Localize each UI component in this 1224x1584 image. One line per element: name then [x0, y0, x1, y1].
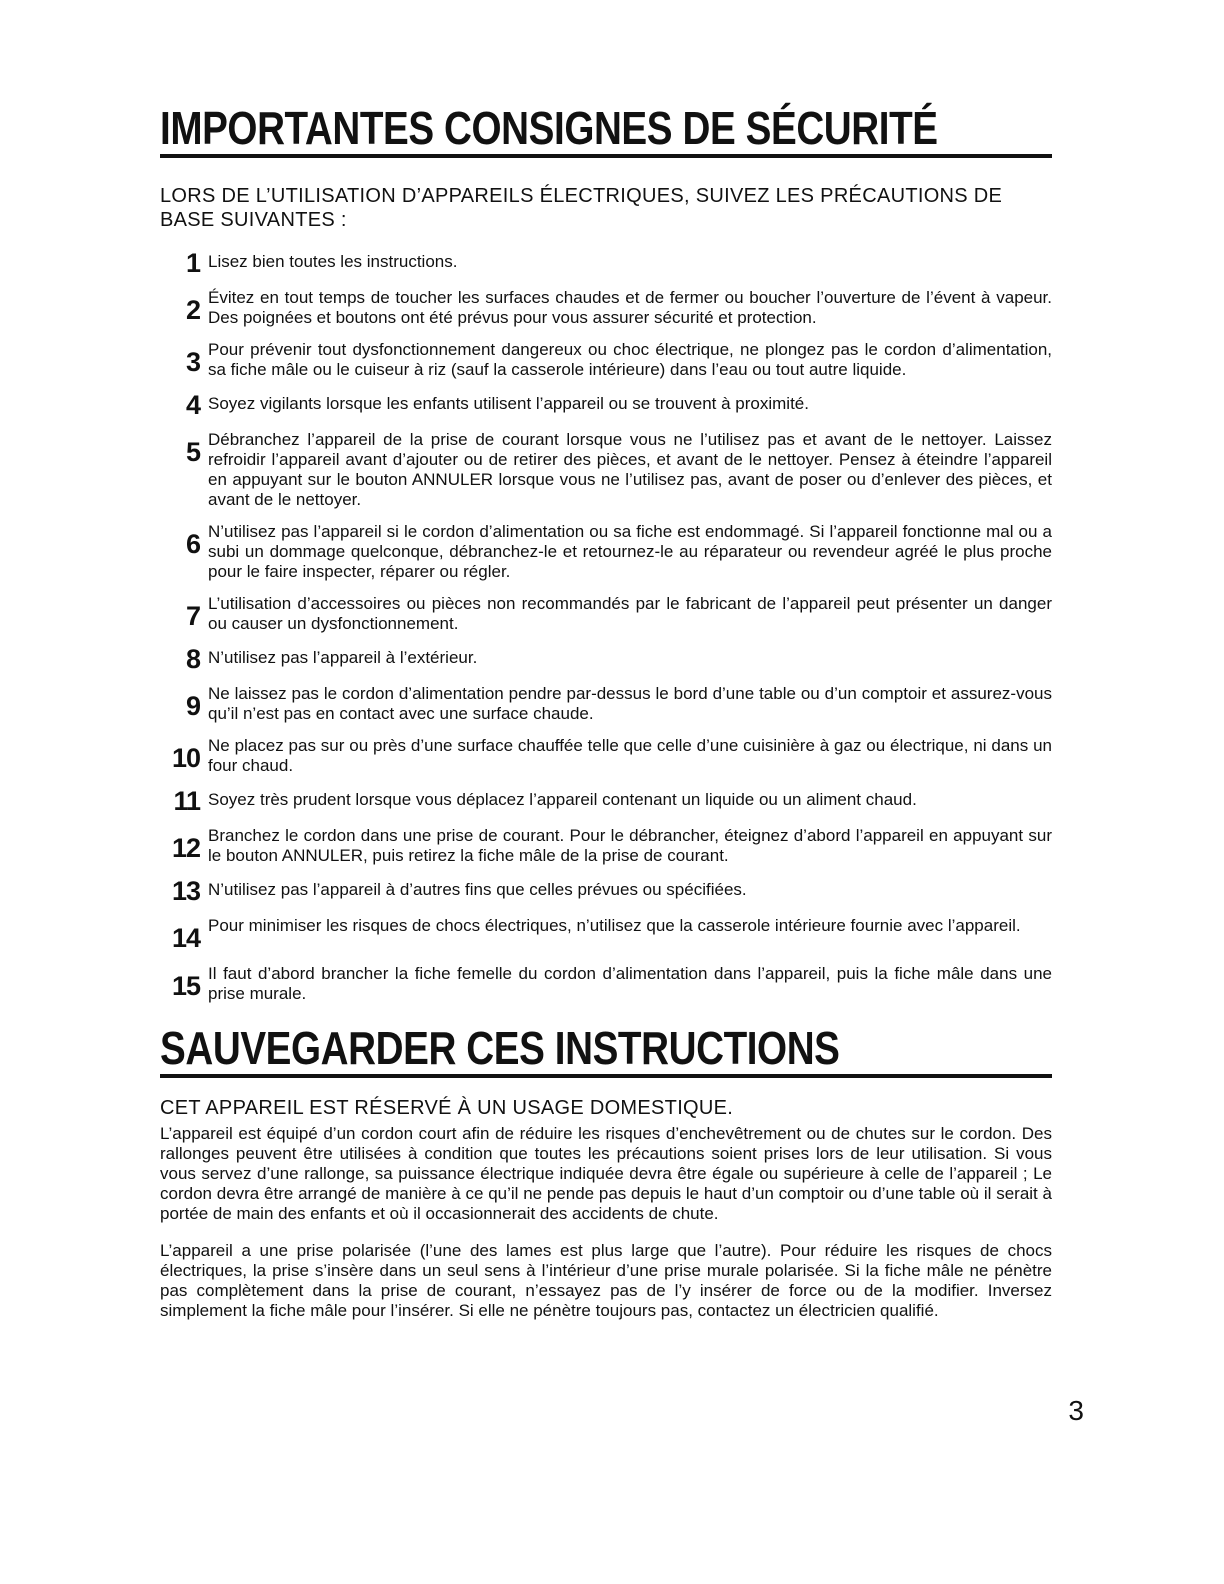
- item-text: Lisez bien toutes les instructions.: [208, 252, 458, 271]
- title-underline: [160, 154, 1052, 158]
- item-text: L’utilisation d’accessoires ou pièces non recommandés par le fabricant de l’appareil peut présenter un danger ou causer un dysfonctionnement.: [208, 594, 1052, 633]
- item-number: 8: [185, 644, 200, 674]
- item-number: 2: [185, 295, 200, 325]
- list-item: [160, 788, 1052, 814]
- list-item: [160, 250, 1052, 276]
- section-title: SAUVEGARDER CES INSTRUCTIONS: [160, 1022, 840, 1074]
- item-number: 9: [185, 691, 200, 721]
- save-instructions-heading-block: [160, 1022, 1052, 1078]
- section-title-underline: [160, 1074, 1052, 1078]
- item-number: 10: [171, 743, 200, 773]
- item-number: 4: [185, 390, 200, 420]
- list-item: [160, 826, 1052, 866]
- list-item: [160, 964, 1052, 1004]
- list-item: [160, 684, 1052, 724]
- safety-instructions-list: [160, 250, 1052, 1004]
- list-item: [160, 340, 1052, 380]
- item-text: N’utilisez pas l’appareil à l’extérieur.: [208, 648, 478, 667]
- safety-heading-block: [160, 100, 1052, 158]
- item-text: N’utilisez pas l’appareil à d’autres fins que celles prévues ou spécifiées.: [208, 880, 747, 899]
- list-item: [160, 916, 1052, 952]
- item-text: Ne laissez pas le cordon d’alimentation pendre par-dessus le bord d’une table ou d’un comptoir et assurez-vous qu’il n’est pas en contact avec une surface chaude.: [208, 684, 1052, 723]
- item-text: Pour prévenir tout dysfonctionnement dangereux ou choc électrique, ne plongez pas le cordon d’alimentation, sa fiche mâle ou le cuiseur à riz (sauf la casserole intérieure) dans l’eau ou tout autre liquide.: [208, 340, 1052, 379]
- item-number: 15: [171, 971, 200, 1001]
- item-text: Évitez en tout temps de toucher les surfaces chaudes et de fermer ou boucher l’ouverture de l’évent à vapeur. Des poignées et boutons ont été prévus pour vous assurer sécurité et protection.: [208, 288, 1052, 327]
- item-text: Soyez très prudent lorsque vous déplacez l’appareil contenant un liquide ou un aliment chaud.: [208, 790, 917, 809]
- item-number: 14: [171, 923, 200, 953]
- list-item: [160, 594, 1052, 634]
- list-item: [160, 522, 1052, 582]
- list-item: [160, 646, 1052, 672]
- item-number: 11: [173, 786, 200, 816]
- list-item: [160, 392, 1052, 418]
- list-item: [160, 878, 1052, 904]
- cord-paragraph: L’appareil est équipé d’un cordon court afin de réduire les risques d’enchevêtrement ou de chutes sur le cordon. Des rallonges peuvent être utilisées à condition que toutes les précautions soient prises lors de leur utilisation. Si vous vous servez d’une rallonge, sa puissance électrique indiquée devra être égale ou supérieure à celle de l’appareil ; Le cordon devra être arrangé de manière à ce qu’il ne pende pas depuis le haut d’un comptoir ou d’une table où il serait à portée de main des enfants et où il occasionnerait des accidents de chute.: [160, 1124, 1052, 1223]
- household-use-notice: CET APPAREIL EST RÉSERVÉ À UN USAGE DOMESTIQUE.: [160, 1097, 734, 1119]
- list-item: [160, 736, 1052, 776]
- document-page: [160, 100, 1052, 1338]
- item-text: Pour minimiser les risques de chocs électriques, n’utilisez que la casserole intérieure fournie avec l’appareil.: [208, 916, 1021, 935]
- item-text: Soyez vigilants lorsque les enfants utilisent l’appareil ou se trouvent à proximité.: [208, 394, 809, 413]
- item-number: 5: [185, 437, 200, 467]
- item-text: Ne placez pas sur ou près d’une surface chauffée telle que celle d’une cuisinière à gaz ou électrique, ni dans un four chaud.: [208, 736, 1052, 775]
- item-number: 3: [185, 347, 200, 377]
- item-number: 12: [171, 833, 200, 863]
- item-number: 1: [185, 248, 200, 278]
- item-number: 6: [185, 529, 200, 559]
- item-text: Débranchez l’appareil de la prise de courant lorsque vous ne l’utilisez pas et avant de le nettoyer. Laissez refroidir l’appareil avant d’ajouter ou de retirer des pièces, et avant de le nettoyer. Pensez à éteindre l’appareil en appuyant sur le bouton ANNULER lorsque vous ne l’utilisez pas, avant de poser ou d’enlever des pièces, et avant de le nettoyer.: [208, 430, 1052, 509]
- intro-text: LORS DE L’UTILISATION D’APPAREILS ÉLECTRIQUES, SUIVEZ LES PRÉCAUTIONS DE BASE SUIVANTES :: [160, 185, 1003, 231]
- item-number: 7: [185, 601, 200, 631]
- item-number: 13: [171, 876, 200, 906]
- page-title: IMPORTANTES CONSIGNES DE SÉCURITÉ: [160, 102, 938, 154]
- item-text: Il faut d’abord brancher la fiche femelle du cordon d’alimentation dans l’appareil, puis la fiche mâle dans une prise murale.: [208, 964, 1052, 1003]
- page-number: 3: [1068, 1395, 1084, 1426]
- polarized-plug-paragraph: L’appareil a une prise polarisée (l’une des lames est plus large que l’autre). Pour réduire les risques de chocs électriques, la prise s’insère dans un seul sens à l’intérieur d’une prise murale polarisée. Si la fiche mâle ne pénètre pas complètement dans la prise de courant, n’essayez pas de l’y insérer de force ou de la modifier. Inversez simplement la fiche mâle pour l’insérer. Si elle ne pénètre toujours pas, contactez un électricien qualifié.: [160, 1241, 1052, 1320]
- item-text: Branchez le cordon dans une prise de courant. Pour le débrancher, éteignez d’abord l’appareil en appuyant sur le bouton ANNULER, puis retirez la fiche mâle de la prise de courant.: [208, 826, 1052, 865]
- list-item: [160, 288, 1052, 328]
- list-item: [160, 430, 1052, 510]
- item-text: N’utilisez pas l’appareil si le cordon d’alimentation ou sa fiche est endommagé. Si l’appareil fonctionne mal ou a subi un dommage quelconque, débranchez-le et retournez-le au réparateur ou revendeur agréé le plus proche pour le faire inspecter, réparer ou régler.: [208, 522, 1052, 581]
